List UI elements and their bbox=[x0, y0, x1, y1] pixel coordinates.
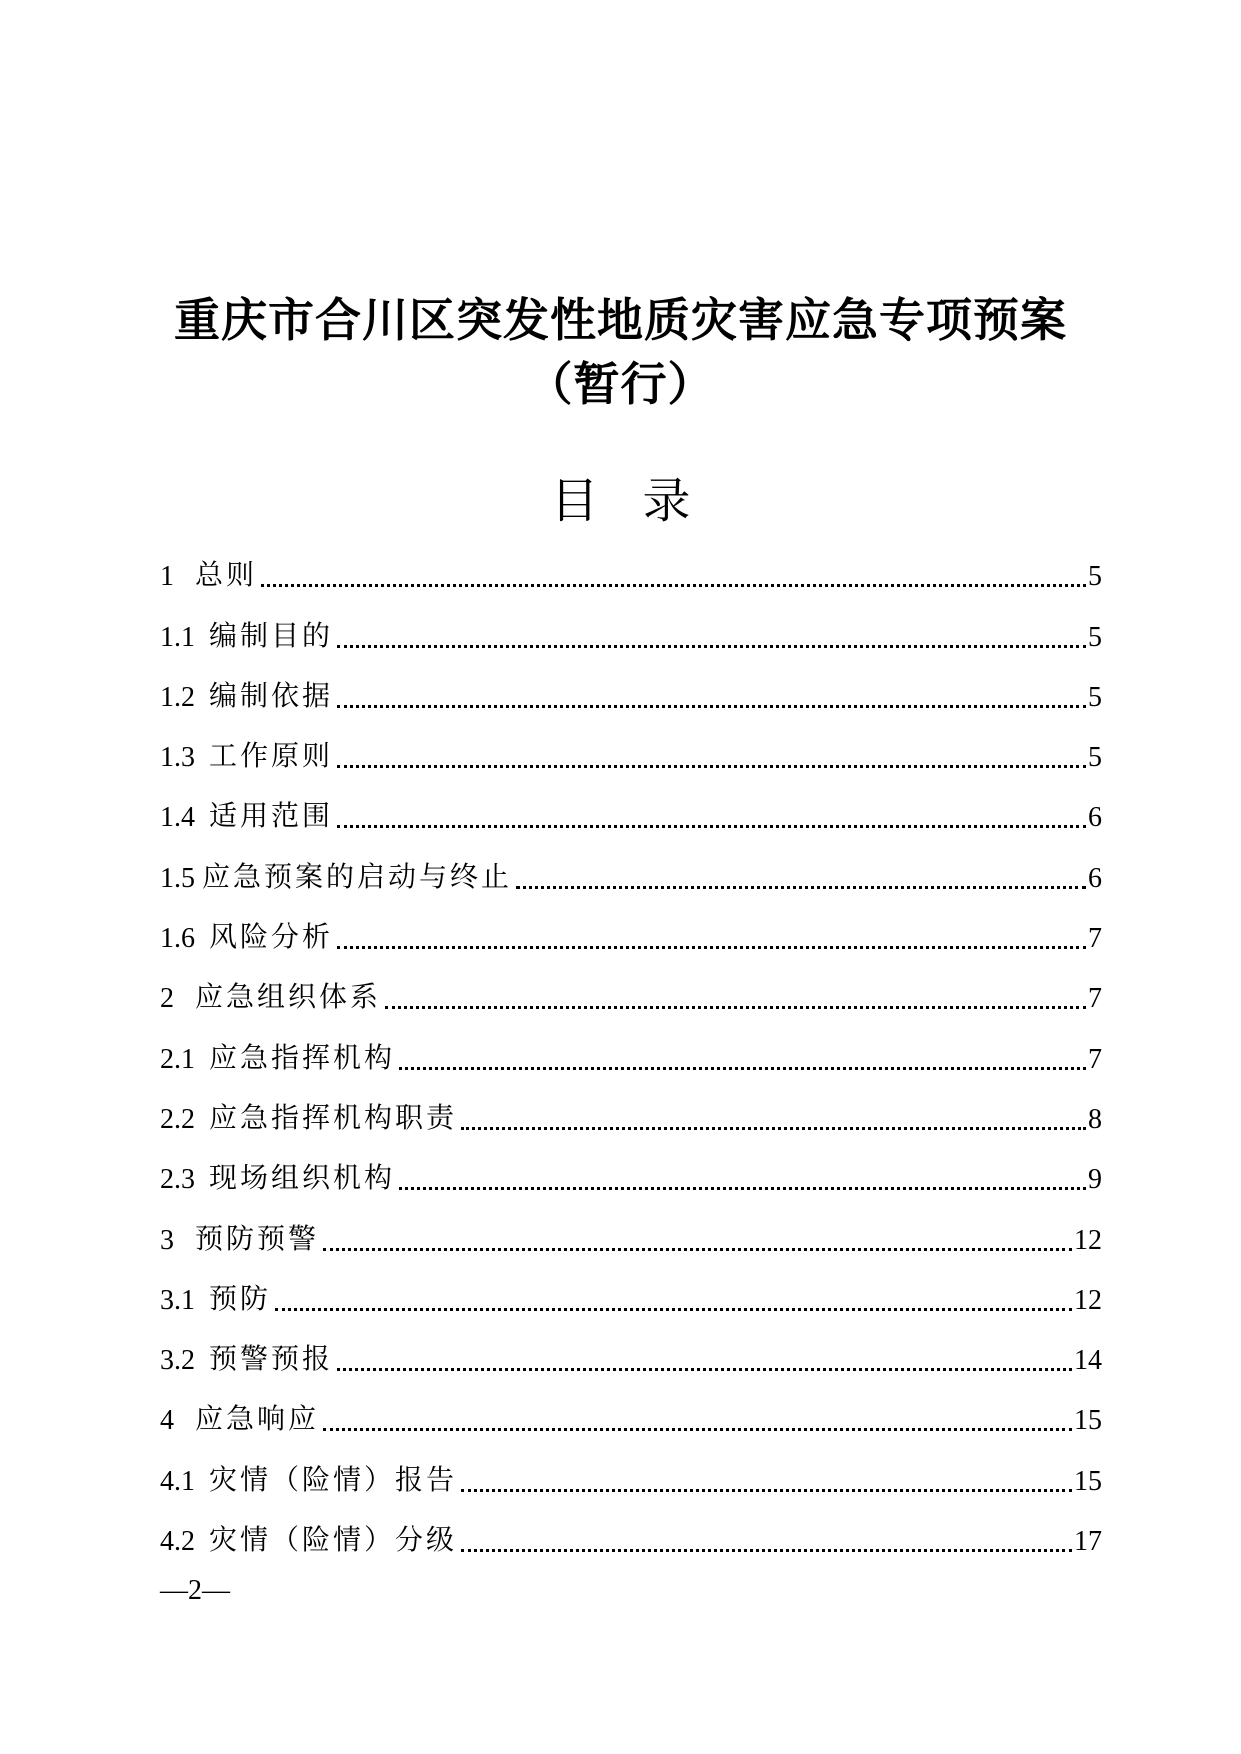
toc-entry-number: 3.1 bbox=[160, 1284, 209, 1316]
toc-entry-label: 工作原则 bbox=[209, 739, 334, 773]
toc-leader-dots bbox=[399, 1061, 1086, 1070]
toc-entry-number: 2.1 bbox=[160, 1043, 209, 1075]
toc-entry-label: 应急预案的启动与终止 bbox=[202, 859, 513, 893]
toc-entry[interactable] bbox=[160, 714, 1102, 774]
toc-leader-dots bbox=[399, 1181, 1086, 1190]
toc-entry[interactable] bbox=[160, 1257, 1102, 1317]
toc-entry-label: 灾情（险情）报告 bbox=[209, 1462, 458, 1496]
toc-entry-page: 15 bbox=[1074, 1465, 1102, 1497]
toc-entry[interactable] bbox=[160, 1196, 1102, 1256]
toc-leader-dots bbox=[461, 1483, 1072, 1492]
document-title: 重庆市合川区突发性地质灾害应急专项预案 bbox=[174, 293, 1067, 347]
toc-entry-page: 7 bbox=[1088, 1043, 1102, 1075]
toc-leader-dots bbox=[337, 759, 1086, 768]
toc-entry[interactable] bbox=[160, 593, 1102, 653]
toc-entry-label: 应急指挥机构 bbox=[209, 1040, 396, 1074]
table-of-contents bbox=[160, 533, 1102, 1558]
toc-leader-dots bbox=[323, 1242, 1072, 1251]
toc-entry-number: 1.6 bbox=[160, 923, 209, 955]
toc-entry-label: 总则 bbox=[195, 558, 258, 592]
toc-entry-label: 灾情（险情）分级 bbox=[209, 1523, 458, 1557]
toc-entry-label: 现场组织机构 bbox=[209, 1161, 396, 1195]
toc-entry-number: 1.2 bbox=[160, 681, 209, 713]
toc-entry-number: 1.5 bbox=[160, 862, 202, 894]
toc-entry-label: 预警预报 bbox=[209, 1342, 334, 1376]
toc-entry-page: 5 bbox=[1088, 561, 1102, 593]
toc-entry-page: 6 bbox=[1088, 862, 1102, 894]
toc-entry-number: 1.3 bbox=[160, 742, 209, 774]
toc-entry-page: 15 bbox=[1074, 1405, 1102, 1437]
toc-entry[interactable] bbox=[160, 1076, 1102, 1136]
toc-entry-number: 4 bbox=[160, 1405, 195, 1437]
toc-entry-page: 14 bbox=[1074, 1345, 1102, 1377]
toc-entry[interactable] bbox=[160, 955, 1102, 1015]
toc-heading bbox=[0, 462, 1241, 531]
toc-entry-number: 3 bbox=[160, 1224, 195, 1256]
toc-entry-number: 4.2 bbox=[160, 1526, 209, 1558]
toc-leader-dots bbox=[337, 639, 1086, 648]
toc-entry-page: 12 bbox=[1074, 1284, 1102, 1316]
toc-entry[interactable] bbox=[160, 834, 1102, 894]
toc-entry[interactable] bbox=[160, 895, 1102, 955]
toc-entry-page: 17 bbox=[1074, 1526, 1102, 1558]
toc-entry[interactable] bbox=[160, 1377, 1102, 1437]
toc-leader-dots bbox=[337, 940, 1086, 949]
toc-entry-label: 应急指挥机构职责 bbox=[209, 1100, 458, 1134]
toc-entry-label: 编制目的 bbox=[209, 618, 334, 652]
toc-entry-label: 预防预警 bbox=[195, 1221, 320, 1255]
toc-entry-page: 7 bbox=[1088, 923, 1102, 955]
toc-entry-label: 风险分析 bbox=[209, 920, 334, 954]
page-number: —2— bbox=[160, 1575, 230, 1606]
toc-entry[interactable] bbox=[160, 533, 1102, 593]
toc-entry-page: 5 bbox=[1088, 742, 1102, 774]
toc-leader-dots bbox=[275, 1302, 1072, 1311]
toc-leader-dots bbox=[261, 578, 1086, 587]
toc-leader-dots bbox=[385, 1000, 1086, 1009]
toc-entry-number: 1.1 bbox=[160, 621, 209, 653]
toc-entry-page: 5 bbox=[1088, 621, 1102, 653]
toc-entry[interactable] bbox=[160, 1437, 1102, 1497]
toc-entry[interactable] bbox=[160, 1015, 1102, 1075]
toc-entry-label: 编制依据 bbox=[209, 678, 334, 712]
toc-entry-page: 6 bbox=[1088, 802, 1102, 834]
toc-entry-number: 2.2 bbox=[160, 1103, 209, 1135]
toc-entry[interactable] bbox=[160, 1498, 1102, 1558]
toc-entry-label: 预防 bbox=[209, 1281, 272, 1315]
toc-entry[interactable] bbox=[160, 1136, 1102, 1196]
toc-entry-page: 12 bbox=[1074, 1224, 1102, 1256]
toc-entry-page: 5 bbox=[1088, 681, 1102, 713]
toc-leader-dots bbox=[516, 880, 1086, 889]
toc-entry-label: 应急响应 bbox=[195, 1402, 320, 1436]
toc-entry-page: 7 bbox=[1088, 983, 1102, 1015]
toc-entry-number: 1.4 bbox=[160, 802, 209, 834]
toc-entry-number: 4.1 bbox=[160, 1465, 209, 1497]
toc-entry-number: 2.3 bbox=[160, 1164, 209, 1196]
toc-entry[interactable] bbox=[160, 1317, 1102, 1377]
toc-leader-dots bbox=[461, 1121, 1086, 1130]
toc-entry-number: 3.2 bbox=[160, 1345, 209, 1377]
toc-leader-dots bbox=[337, 1362, 1072, 1371]
toc-heading-char: 目 bbox=[550, 473, 599, 529]
toc-entry-label: 适用范围 bbox=[209, 799, 334, 833]
toc-heading-char: 录 bbox=[642, 473, 691, 529]
toc-entry-label: 应急组织体系 bbox=[195, 980, 382, 1014]
toc-leader-dots bbox=[337, 819, 1086, 828]
toc-leader-dots bbox=[337, 699, 1086, 708]
toc-leader-dots bbox=[323, 1422, 1072, 1431]
toc-entry-page: 9 bbox=[1088, 1164, 1102, 1196]
toc-leader-dots bbox=[461, 1543, 1072, 1552]
toc-entry-number: 2 bbox=[160, 983, 195, 1015]
toc-entry[interactable] bbox=[160, 774, 1102, 834]
toc-entry-page: 8 bbox=[1088, 1103, 1102, 1135]
toc-entry[interactable] bbox=[160, 654, 1102, 714]
toc-entry-number: 1 bbox=[160, 561, 195, 593]
document-subtitle: （暂行） bbox=[526, 357, 715, 411]
